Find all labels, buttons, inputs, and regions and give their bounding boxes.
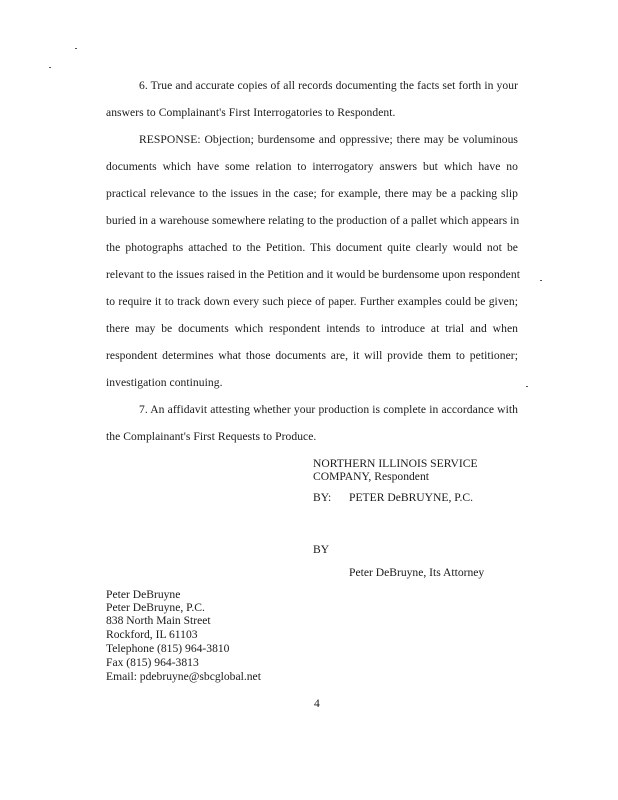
response-line-9: respondent determines what those documents are, it will provide them to petitioner;	[106, 349, 518, 362]
scan-speck	[49, 67, 51, 68]
response-line-1: RESPONSE: Objection; burdensome and oppressive; there may be voluminous	[139, 133, 518, 146]
attorney-signature-name: Peter DeBruyne, Its Attorney	[349, 566, 485, 579]
contact-street: 838 North Main Street	[106, 614, 211, 627]
contact-fax: Fax (815) 964-3813	[106, 656, 199, 669]
response-line-2: documents which have some relation to interrogatory answers but which have no	[106, 160, 518, 173]
response-line-4: buried in a warehouse somewhere relating to the production of a pallet which appears in	[106, 214, 520, 227]
response-line-10: investigation continuing.	[106, 376, 223, 389]
response-line-5: the photographs attached to the Petition. This document quite clearly would not be	[106, 241, 518, 254]
response-line-7: to require it to track down every such piece of paper. Further examples could be given;	[106, 295, 518, 308]
paragraph-6-line-2: answers to Complainant's First Interrogatories to Respondent.	[106, 106, 396, 119]
response-line-3: practical relevance to the issues in the case; for example, there may be a packing slip	[106, 187, 518, 200]
contact-phone: Telephone (815) 964-3810	[106, 642, 230, 655]
paragraph-7-line-2: the Complainant's First Requests to Produce.	[106, 430, 317, 443]
by-label: BY:	[313, 491, 332, 504]
company-name-line-2: COMPANY, Respondent	[313, 470, 429, 483]
contact-name: Peter DeBruyne	[106, 588, 181, 601]
contact-email: Email: pdebruyne@sbcglobal.net	[106, 670, 261, 683]
company-name-line-1: NORTHERN ILLINOIS SERVICE	[313, 457, 478, 470]
paragraph-7-line-1: 7. An affidavit attesting whether your production is complete in accordance with	[139, 403, 518, 416]
page-number: 4	[314, 697, 320, 710]
scan-speck	[540, 280, 542, 281]
by-firm-name: PETER DeBRUYNE, P.C.	[349, 491, 473, 504]
scan-speck	[75, 48, 77, 49]
contact-firm: Peter DeBruyne, P.C.	[106, 601, 205, 614]
paragraph-6-line-1: 6. True and accurate copies of all records documenting the facts set forth in your	[139, 79, 518, 92]
response-line-6: relevant to the issues raised in the Petition and it would be burdensome upon respondent	[106, 268, 520, 281]
contact-city: Rockford, IL 61103	[106, 628, 198, 641]
by-signature-label: BY	[313, 543, 330, 556]
scan-speck	[526, 386, 528, 387]
response-line-8: there may be documents which respondent intends to introduce at trial and when	[106, 322, 518, 335]
